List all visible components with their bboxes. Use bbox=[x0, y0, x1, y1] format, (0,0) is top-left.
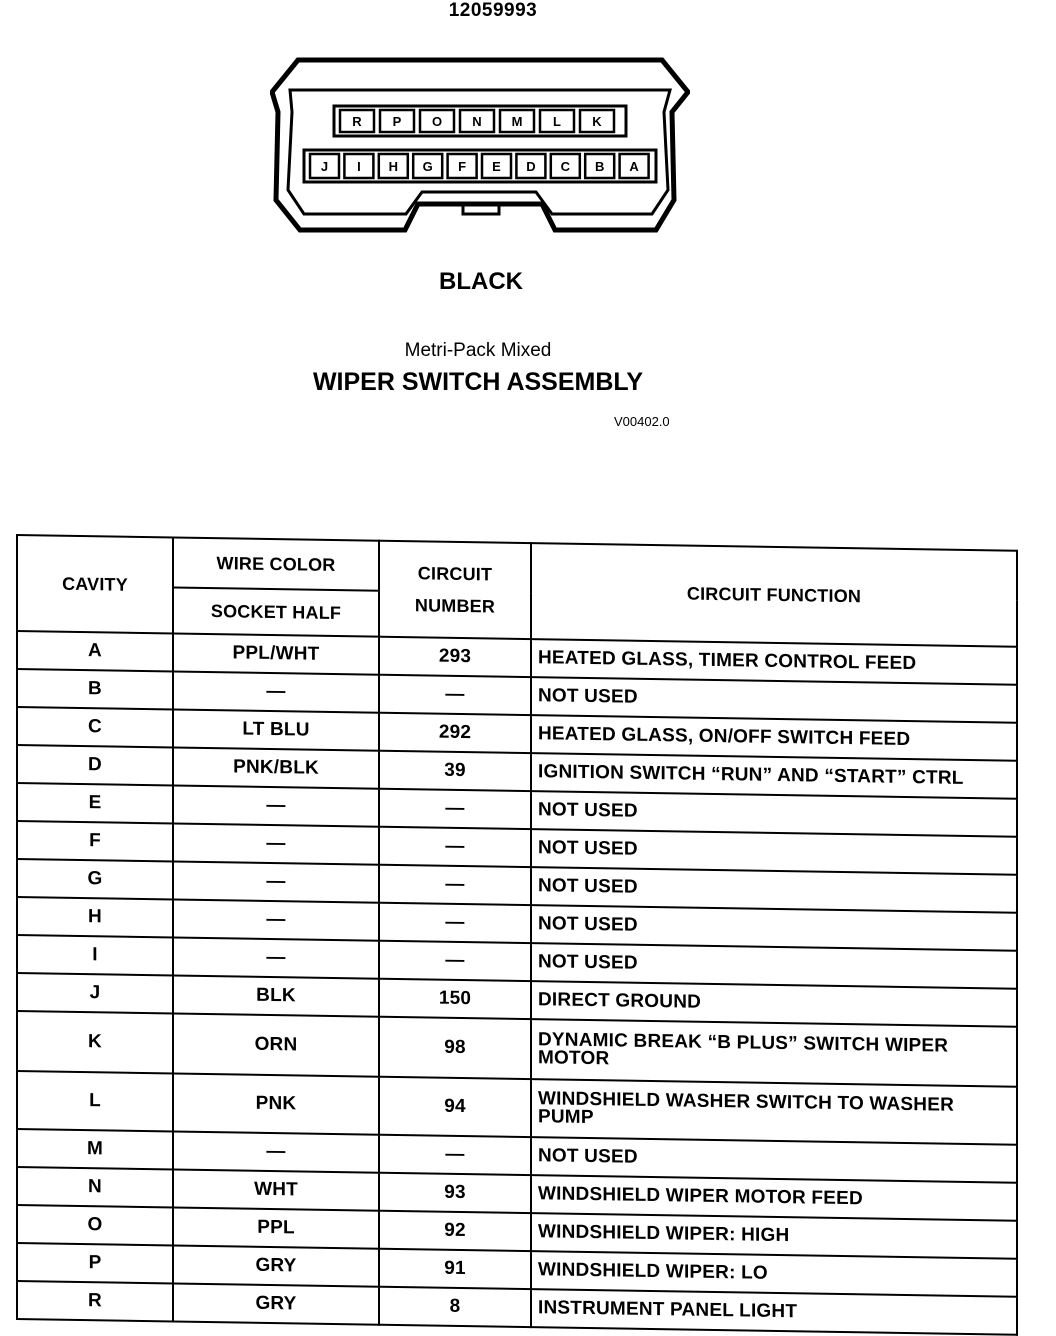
connector-pin-label: E bbox=[492, 159, 501, 174]
circuit-number-cell: 94 bbox=[379, 1077, 531, 1137]
wire-color-cell: GRY bbox=[173, 1283, 379, 1324]
wire-color-cell: LT BLU bbox=[173, 709, 379, 750]
circuit-number-cell: — bbox=[379, 675, 531, 715]
connector-pin-label: L bbox=[553, 114, 561, 129]
circuit-number-cell: 93 bbox=[379, 1173, 531, 1213]
wire-color-cell: — bbox=[173, 785, 379, 826]
header-circuit-line1: CIRCUIT bbox=[417, 563, 493, 585]
wire-color-cell: — bbox=[173, 861, 379, 902]
circuit-function-cell: DYNAMIC BREAK “B PLUS” SWITCH WIPER MOTOR bbox=[531, 1019, 1017, 1087]
circuit-number-cell: 293 bbox=[379, 637, 531, 677]
circuit-number-cell: 8 bbox=[379, 1287, 531, 1327]
connector-pin-label: D bbox=[526, 159, 536, 174]
cavity-cell: P bbox=[17, 1243, 173, 1283]
circuit-number-cell: — bbox=[379, 903, 531, 943]
circuit-number-cell: — bbox=[379, 827, 531, 867]
connector-inner-outline bbox=[288, 90, 670, 214]
circuit-function-cell: INSTRUMENT PANEL LIGHT bbox=[531, 1289, 1017, 1335]
wire-color-cell: PNK bbox=[173, 1073, 379, 1134]
cavity-cell: D bbox=[17, 745, 173, 785]
cavity-cell: K bbox=[17, 1011, 173, 1073]
circuit-number-cell: 91 bbox=[379, 1249, 531, 1289]
wire-color-cell: WHT bbox=[173, 1169, 379, 1210]
circuit-function-cell: NOT USED bbox=[531, 867, 1017, 913]
cavity-cell: B bbox=[17, 669, 173, 709]
circuit-function-cell: HEATED GLASS, ON/OFF SWITCH FEED bbox=[531, 715, 1017, 761]
connector-pin-label: K bbox=[592, 114, 602, 129]
cavity-cell: L bbox=[17, 1071, 173, 1131]
connector-pin-label: I bbox=[357, 159, 361, 174]
wire-color-cell: — bbox=[173, 823, 379, 864]
connector-pin-label: G bbox=[422, 159, 433, 174]
figure-id: V00402.0 bbox=[614, 414, 670, 429]
circuit-number-cell: — bbox=[379, 789, 531, 829]
circuit-function-cell: NOT USED bbox=[531, 677, 1017, 723]
cavity-cell: E bbox=[17, 783, 173, 823]
connector-pin-label: C bbox=[560, 159, 570, 174]
header-circuit-function: CIRCUIT FUNCTION bbox=[531, 543, 1017, 647]
circuit-function-cell: WINDSHIELD WIPER MOTOR FEED bbox=[531, 1175, 1017, 1221]
circuit-number-cell: — bbox=[379, 941, 531, 981]
circuit-function-cell: WINDSHIELD WASHER SWITCH TO WASHER PUMP bbox=[531, 1079, 1017, 1145]
cavity-cell: F bbox=[17, 821, 173, 861]
header-wire-color: WIRE COLOR bbox=[173, 537, 379, 590]
cavity-cell: R bbox=[17, 1281, 173, 1321]
wire-color-cell: — bbox=[173, 937, 379, 978]
wire-color-cell: — bbox=[173, 899, 379, 940]
circuit-number-cell: — bbox=[379, 1135, 531, 1175]
connector-pin-label: A bbox=[629, 159, 639, 174]
cavity-cell: H bbox=[17, 897, 173, 937]
part-number: 12059993 bbox=[448, 0, 538, 21]
wire-color-cell: ORN bbox=[173, 1013, 379, 1076]
header-circuit-number bbox=[379, 541, 531, 639]
connector-diagram bbox=[270, 52, 690, 242]
circuit-function-cell: NOT USED bbox=[531, 829, 1017, 875]
circuit-function-cell: IGNITION SWITCH “RUN” AND “START” CTRL bbox=[531, 753, 1017, 799]
header-cavity: CAVITY bbox=[17, 535, 173, 633]
connector-pin-label: J bbox=[320, 159, 329, 174]
connector-pin-label: F bbox=[458, 159, 467, 174]
wire-color-cell: — bbox=[173, 1131, 379, 1172]
circuit-function-cell: WINDSHIELD WIPER: HIGH bbox=[531, 1213, 1017, 1259]
connector-pin-label: B bbox=[595, 159, 605, 174]
cavity-cell: M bbox=[17, 1129, 173, 1169]
cavity-cell: A bbox=[17, 631, 173, 671]
connector-latch bbox=[463, 204, 499, 214]
assembly-title: WIPER SWITCH ASSEMBLY bbox=[312, 368, 644, 396]
cavity-cell: N bbox=[17, 1167, 173, 1207]
pinout-table-wrapper bbox=[16, 534, 1028, 1330]
pinout-table bbox=[16, 534, 1018, 1336]
circuit-number-cell: 39 bbox=[379, 751, 531, 791]
connector-pin-label: R bbox=[352, 114, 362, 129]
circuit-function-cell: DIRECT GROUND bbox=[531, 981, 1017, 1027]
circuit-number-cell: 292 bbox=[379, 713, 531, 753]
circuit-function-cell: HEATED GLASS, TIMER CONTROL FEED bbox=[531, 639, 1017, 685]
circuit-function-cell: NOT USED bbox=[531, 1137, 1017, 1183]
header-socket-half: SOCKET HALF bbox=[173, 587, 379, 636]
connector-pin-label: H bbox=[388, 159, 398, 174]
connector-pin-label: N bbox=[472, 114, 482, 129]
circuit-function-cell: NOT USED bbox=[531, 943, 1017, 989]
wire-color-cell: BLK bbox=[173, 975, 379, 1016]
wire-color-cell: GRY bbox=[173, 1245, 379, 1286]
cavity-cell: O bbox=[17, 1205, 173, 1245]
cavity-cell: J bbox=[17, 973, 173, 1013]
circuit-number-cell: 92 bbox=[379, 1211, 531, 1251]
circuit-function-cell: NOT USED bbox=[531, 791, 1017, 837]
header-circuit-line2: NUMBER bbox=[414, 595, 496, 617]
connector-pin-label: P bbox=[392, 114, 402, 129]
cavity-cell: C bbox=[17, 707, 173, 747]
circuit-number-cell: — bbox=[379, 865, 531, 905]
connector-pin-label: O bbox=[431, 114, 443, 129]
connector-color: BLACK bbox=[439, 268, 523, 295]
circuit-function-cell: NOT USED bbox=[531, 905, 1017, 951]
cavity-cell: G bbox=[17, 859, 173, 899]
circuit-function-cell: WINDSHIELD WIPER: LO bbox=[531, 1251, 1017, 1297]
wire-color-cell: PPL bbox=[173, 1207, 379, 1248]
cavity-cell: I bbox=[17, 935, 173, 975]
circuit-number-cell: 150 bbox=[379, 979, 531, 1019]
wire-color-cell: PPL/WHT bbox=[173, 633, 379, 674]
connector-pin-label: M bbox=[511, 114, 523, 129]
wire-color-cell: — bbox=[173, 671, 379, 712]
connector-type: Metri-Pack Mixed bbox=[404, 340, 552, 361]
circuit-number-cell: 98 bbox=[379, 1017, 531, 1079]
wire-color-cell: PNK/BLK bbox=[173, 747, 379, 788]
